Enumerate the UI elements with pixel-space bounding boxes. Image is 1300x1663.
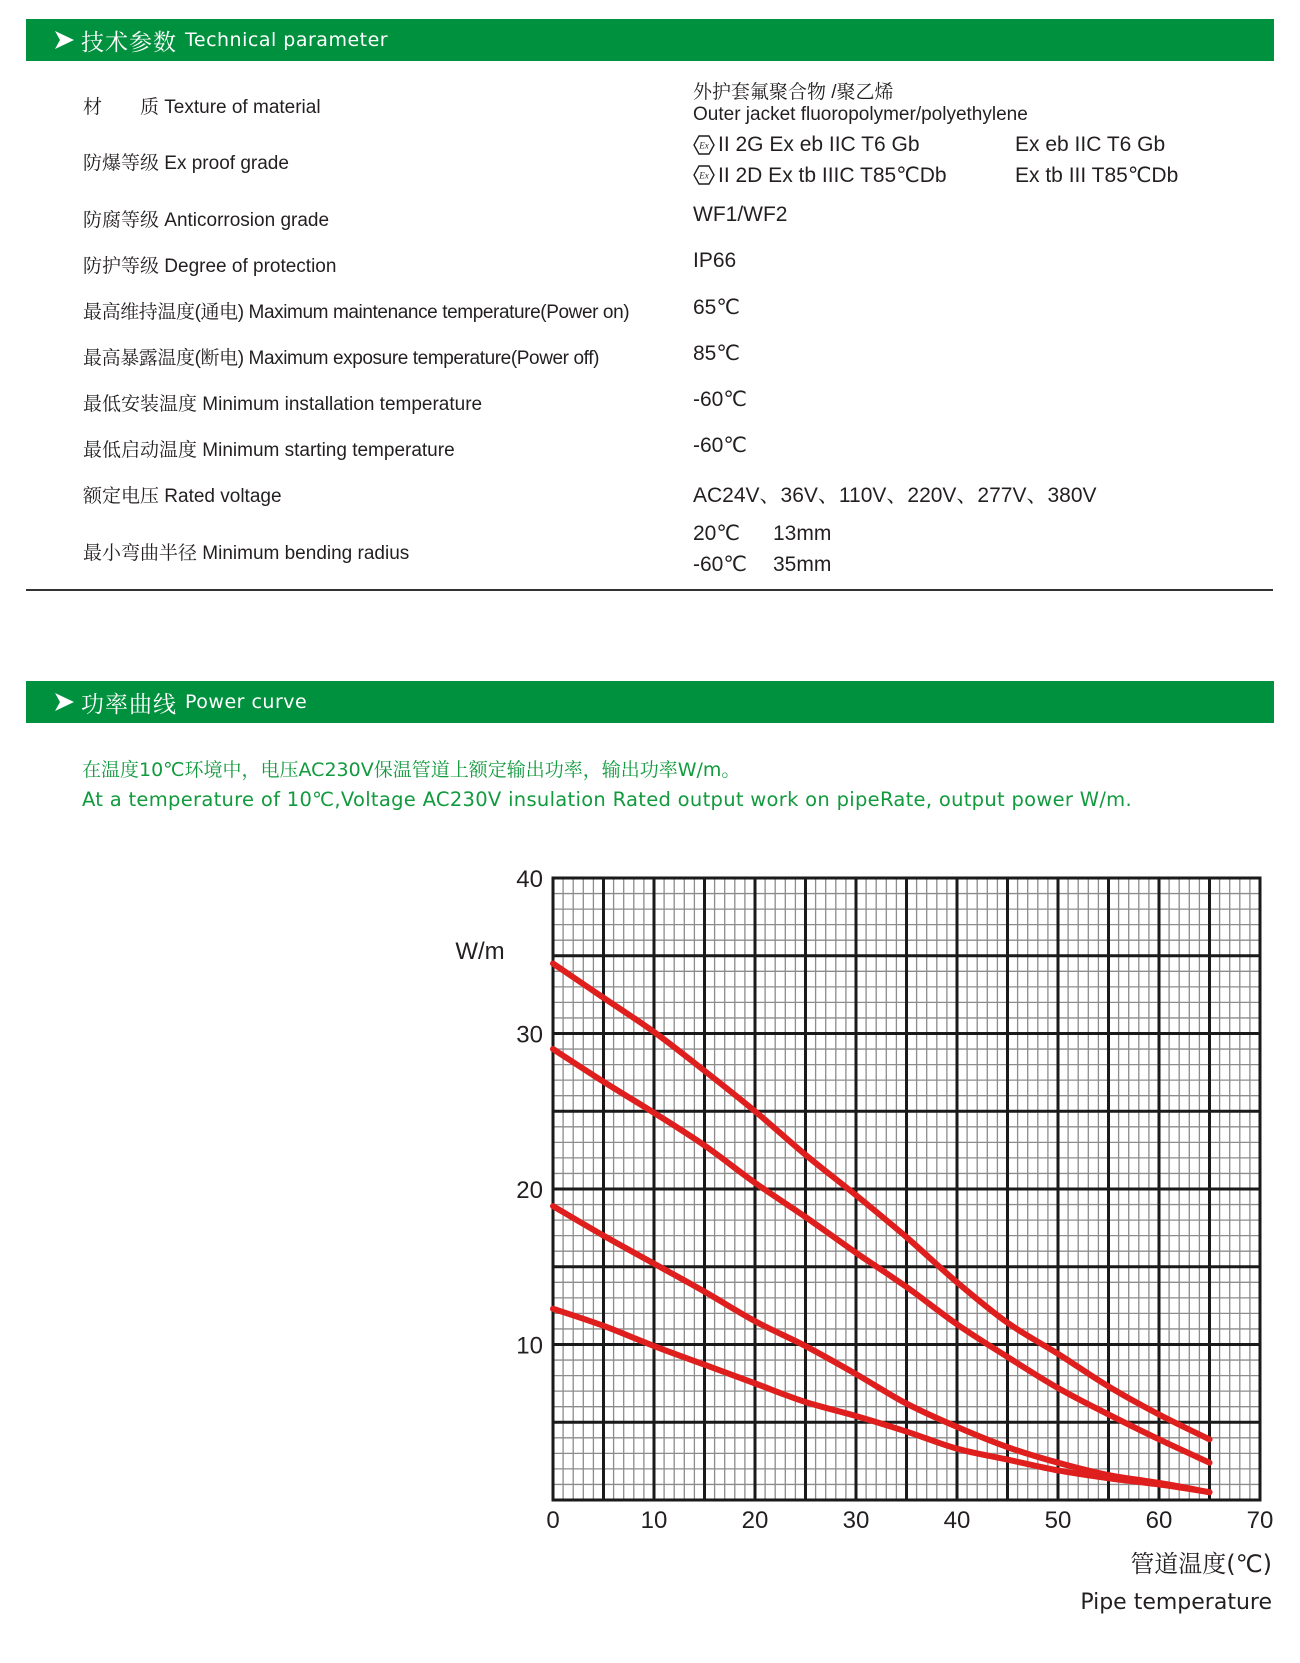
x-tick-label: 70 [1246, 1507, 1274, 1534]
section-title-en: Power curve [185, 691, 308, 713]
param-value: -60℃ [693, 434, 747, 457]
param-label: 防爆等级 Ex proof grade [83, 153, 289, 174]
svg-text:Ex: Ex [699, 140, 709, 151]
y-tick-label: 30 [516, 1021, 543, 1049]
bend-radius: 13mm [773, 521, 832, 545]
section-title-cn: 技术参数 [81, 29, 177, 56]
description-en: At a temperature of 10℃,Voltage AC230V insulation Rated output work on pipeRate, output power W/m. [82, 788, 1132, 811]
material-en: Outer jacket fluoropolymer/polyethylene [693, 104, 1028, 125]
power-curve-4 [553, 1309, 1210, 1492]
param-value: 65℃ [693, 296, 740, 319]
param-value: WF1/WF2 [693, 203, 788, 226]
grid-major [552, 877, 1262, 1502]
param-label: 最低安装温度 Minimum installation temperature [83, 394, 483, 415]
param-label: 额定电压 Rated voltage [83, 486, 282, 507]
x-tick-label: 50 [1044, 1507, 1072, 1534]
x-tick-label: 40 [943, 1507, 971, 1534]
x-tick-label: 30 [842, 1507, 870, 1534]
material-cn: 外护套氟聚合物 /聚乙烯 [693, 82, 894, 103]
param-label: 最高维持温度(通电) Maximum maintenance temperature(Power on) [83, 302, 630, 323]
x-tick-label: 60 [1145, 1507, 1173, 1534]
description-cn: 在温度10℃环境中，电压AC230V保温管道上额定输出功率，输出功率W/m。 [82, 759, 741, 781]
bend-temp: -60℃ [693, 553, 747, 576]
bend-radius: 35mm [773, 552, 832, 576]
x-tick-label: 0 [546, 1507, 560, 1534]
ex-grade-dust-iec: Ex tb III T85℃Db [1015, 163, 1179, 187]
x-axis-label-cn: 管道温度(℃) [1130, 1550, 1272, 1578]
y-axis-label: W/m [455, 938, 505, 965]
param-label: 防腐等级 Anticorrosion grade [83, 210, 330, 231]
param-label: 材 质 Texture of material [83, 97, 321, 118]
param-value: 85℃ [693, 342, 740, 365]
power-curve-3 [553, 1206, 1210, 1492]
param-label: 最高暴露温度(断电) Maximum exposure temperature(Power off) [83, 348, 599, 369]
svg-text:Ex: Ex [699, 170, 709, 181]
curves [553, 964, 1210, 1493]
x-axis-label-en: Pipe temperature [1080, 1590, 1272, 1615]
y-tick-label: 10 [516, 1332, 543, 1360]
section-title-cn: 功率曲线 [81, 691, 177, 718]
ex-grade-dust-atex: II 2D Ex tb IIIC T85℃Db [718, 163, 947, 187]
bend-temp: 20℃ [693, 522, 740, 545]
ex-grade-gas-atex: II 2G Ex eb IIC T6 Gb [718, 133, 920, 156]
x-tick-label: 10 [640, 1507, 668, 1534]
section-title-en: Technical parameter [185, 29, 389, 51]
param-label: 防护等级 Degree of protection [83, 256, 337, 277]
param-label: 最小弯曲半径 Minimum bending radius [83, 543, 410, 564]
param-value: IP66 [693, 249, 737, 272]
param-label: 最低启动温度 Minimum starting temperature [83, 440, 455, 461]
ex-grade-gas-iec: Ex eb IIC T6 Gb [1015, 133, 1166, 156]
param-value: -60℃ [693, 388, 747, 411]
y-tick-label: 40 [516, 866, 543, 893]
y-tick-label: 20 [516, 1177, 543, 1204]
param-value: AC24V、36V、110V、220V、277V、380V [693, 484, 1097, 507]
x-tick-label: 20 [741, 1507, 769, 1534]
